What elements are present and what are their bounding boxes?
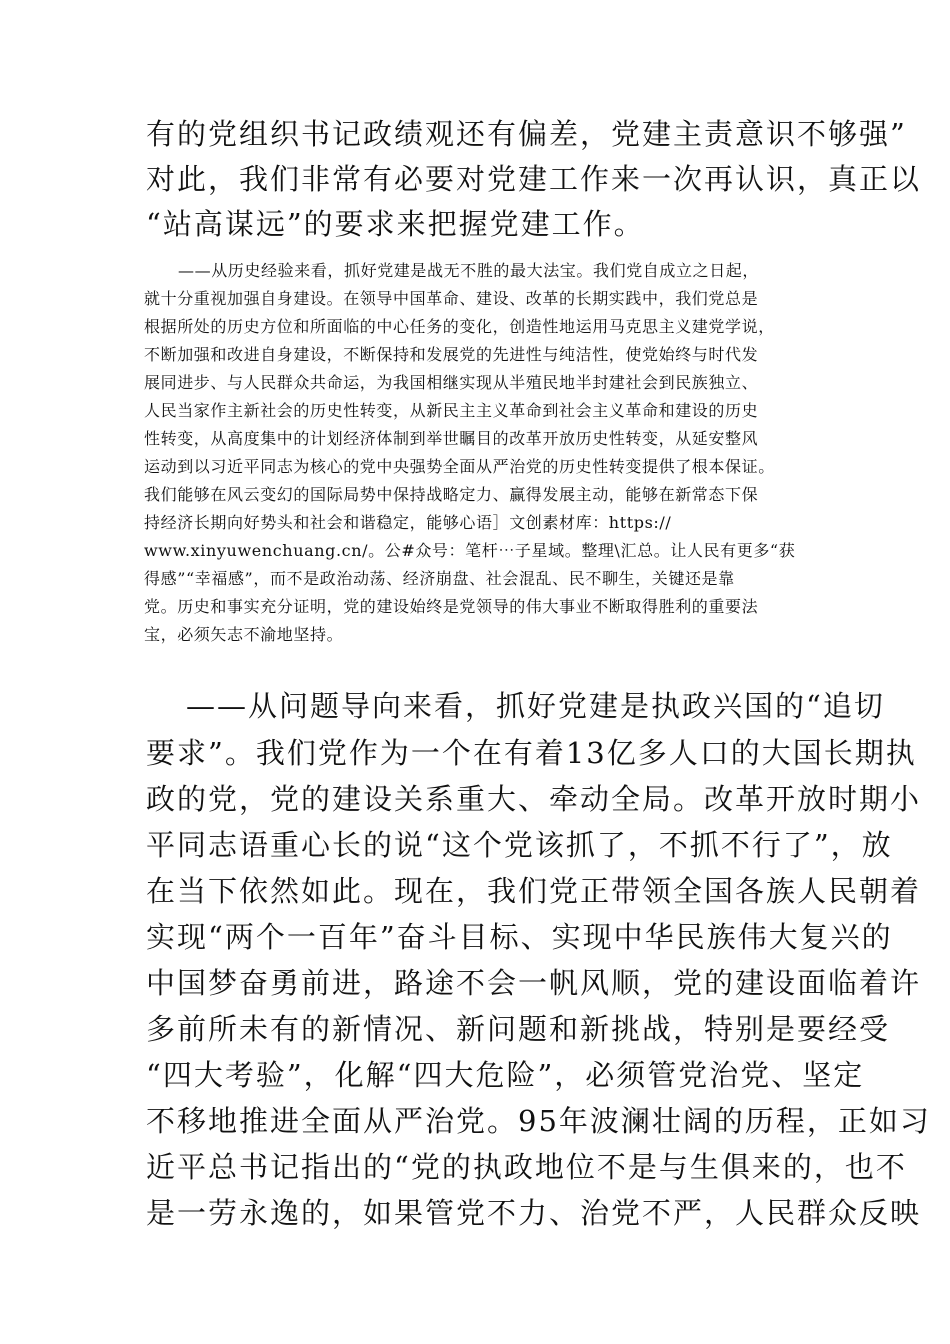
text-line: ——从历史经验来看，抓好党建是战无不胜的最大法宝。我们党自成立之日起， [178, 261, 760, 280]
text-line: “四大考验”，化解“四大危险”，必须管党治党、坚定 [146, 1058, 865, 1092]
text-line: 对此，我们非常有必要对党建工作来一次再认识，真正以 [146, 162, 922, 196]
text-line: “站高谋远”的要求来把握党建工作。 [146, 207, 645, 241]
text-line: 性转变，从高度集中的计划经济体制到举世瞩目的改革开放历史性转变，从延安整风 [144, 429, 759, 448]
text-line: 得感”“幸福感”，而不是政治动荡、经济崩盘、社会混乱、民不聊生，关键还是靠 [144, 569, 735, 588]
text-line: 近平总书记指出的“党的执政地位不是与生俱来的，也不 [146, 1150, 907, 1184]
text-line: 政的党，党的建设关系重大、牵动全局。改革开放时期小 [146, 782, 922, 816]
text-line: 根据所处的历史方位和所面临的中心任务的变化，创造性地运用马克思主义建党学说， [144, 317, 775, 336]
text-line: 不移地推进全面从严治党。95年波澜壮阔的历程，正如习 [146, 1104, 931, 1138]
text-line: www.xinyuwenchuang.cn/。公#众号：笔杆⋯子星域。整理\汇总。让人民有更多“获 [144, 541, 796, 560]
text-line: ——从问题导向来看，抓好党建是执政兴国的“追切 [186, 689, 885, 723]
text-line: 我们能够在风云变幻的国际局势中保持战略定力、赢得发展主动，能够在新常态下保 [144, 485, 759, 504]
text-line: 持经济长期向好势头和社会和谐稳定，能够心语］文创素材库：https:// [144, 513, 672, 532]
text-line: 人民当家作主新社会的历史性转变，从新民主主义革命到社会主义革命和建设的历史 [144, 401, 759, 420]
text-line: 就十分重视加强自身建设。在领导中国革命、建设、改革的长期实践中，我们党总是 [144, 289, 759, 308]
text-line: 要求”。我们党作为一个在有着13亿多人口的大国长期执 [146, 736, 917, 770]
text-line: 中国梦奋勇前进，路途不会一帆风顺，党的建设面临着许 [146, 966, 922, 1000]
text-line: 平同志语重心长的说“这个党该抓了，不抓不行了”，放 [146, 828, 893, 862]
text-line: 宝，必须矢志不渝地坚持。 [144, 625, 344, 644]
text-line: 有的党组织书记政绩观还有偏差，党建主责意识不够强” [146, 117, 907, 151]
text-line: 在当下依然如此。现在，我们党正带领全国各族人民朝着 [146, 874, 922, 908]
text-line: 多前所未有的新情况、新问题和新挑战，特别是要经受 [146, 1012, 891, 1046]
text-line: 不断加强和改进自身建设，不断保持和发展党的先进性与纯洁性，使党始终与时代发 [144, 345, 759, 364]
text-line: 展同进步、与人民群众共命运，为我国相继实现从半殖民地半封建社会到民族独立、 [144, 373, 759, 392]
text-line: 实现“两个一百年”奋斗目标、实现中华民族伟大复兴的 [146, 920, 893, 954]
text-line: 运动到以习近平同志为核心的党中央强势全面从严治党的历史性转变提供了根本保证。 [144, 457, 775, 476]
text-line: 党。历史和事实充分证明，党的建设始终是党领导的伟大事业不断取得胜利的重要法 [144, 597, 759, 616]
text-line: 是一劳永逸的，如果管党不力、治党不严，人民群众反映 [146, 1196, 922, 1230]
